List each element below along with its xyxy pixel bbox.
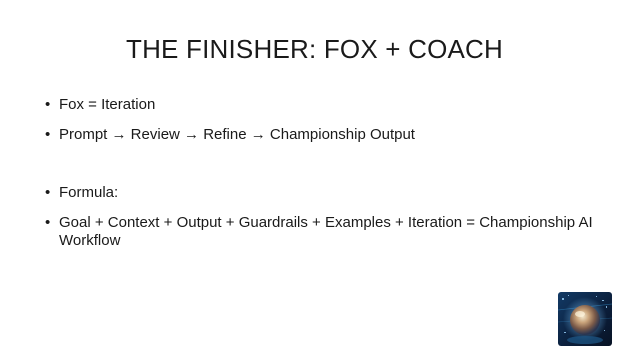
bullet-item: • Prompt → Review → Refine → Championship Output: [45, 126, 605, 144]
bullet-list: [45, 96, 605, 250]
bullet-item: • Formula:: [45, 184, 605, 202]
slide-title: THE FINISHER: FOX + COACH: [126, 34, 503, 64]
glowing-orb-icon: [558, 292, 612, 346]
orb-photo: [558, 292, 612, 346]
bullet-item: • Goal + Context + Output + Guardrails + Examples + Iteration = Championship AI Workflow: [45, 214, 605, 250]
bullet-item: • Fox = Iteration: [45, 96, 605, 114]
